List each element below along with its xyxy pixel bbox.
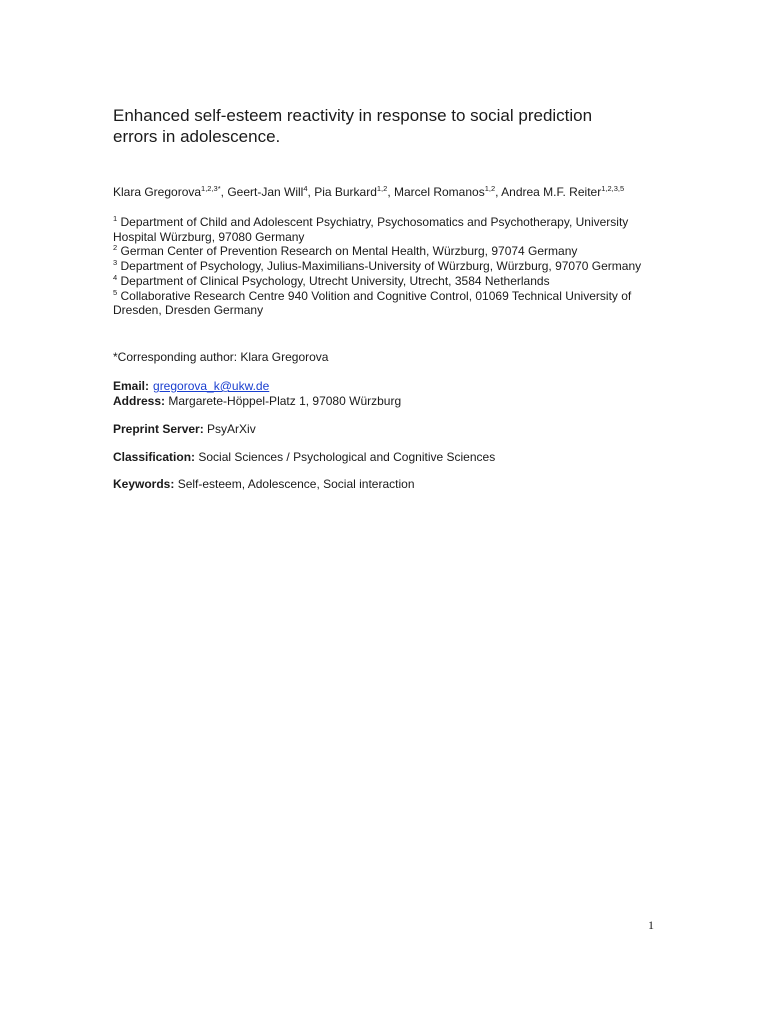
author-separator: , [387, 185, 394, 199]
preprint-value: PsyArXiv [203, 422, 256, 436]
author [314, 185, 394, 199]
affiliation-item [113, 274, 661, 289]
affiliation-item [113, 289, 661, 318]
affiliation-number: 4 [113, 272, 118, 282]
affiliation-item [113, 244, 661, 259]
affiliation-item [113, 215, 661, 244]
author-name: Andrea M.F. Reiter [501, 185, 602, 199]
affiliation-text: Department of Child and Adolescent Psychiatry, Psychosomatics and Psychotherapy, University Hospital Würzburg, 97080 Germany [113, 215, 629, 244]
author-name: Marcel Romanos [394, 185, 485, 199]
keywords-label: Keywords: [113, 477, 175, 491]
email-row [113, 379, 401, 394]
affiliation-number: 1 [113, 214, 118, 223]
classification-value: Social Sciences / Psychological and Cognitive Sciences [195, 450, 496, 464]
author-name: Klara Gregorova [113, 185, 202, 199]
address-label: Address: [113, 394, 166, 408]
preprint-server-row [113, 422, 256, 437]
affiliation-number: 3 [113, 258, 118, 268]
author-affiliation-marks: 1,2 [484, 184, 496, 193]
affiliation-text: Collaborative Research Centre 940 Volition and Cognitive Control, 01069 Technical University of Dresden, Dresden Germany [113, 288, 632, 318]
author [227, 185, 314, 199]
affiliation-text: Department of Clinical Psychology, Utrecht University, Utrecht, 3584 Netherlands [117, 273, 550, 288]
address-row [113, 394, 401, 409]
author-affiliation-marks: 1,2,3* [201, 184, 221, 193]
author-affiliation-marks: 1,2,3,5 [601, 184, 625, 193]
author-separator: , [495, 185, 502, 199]
author [394, 185, 501, 199]
affiliation-item [113, 259, 661, 274]
author-list [113, 184, 673, 200]
author-name: Pia Burkard [314, 185, 377, 199]
corresponding-author: *Corresponding author: Klara Gregorova [113, 350, 329, 364]
keywords-row [113, 477, 415, 492]
paper-title: Enhanced self-esteem reactivity in response to social prediction errors in adolescence. [113, 106, 593, 146]
author-name: Geert-Jan Will [227, 185, 304, 199]
preprint-label: Preprint Server: [113, 422, 204, 436]
author-affiliation-marks: 1,2 [376, 184, 388, 193]
author [501, 185, 624, 199]
contact-block [113, 379, 401, 409]
address-value: Margarete-Höppel-Platz 1, 97080 Würzburg [165, 394, 402, 408]
author-separator: , [307, 185, 315, 199]
author-separator: , [220, 185, 228, 199]
keywords-value: Self-esteem, Adolescence, Social interaction [174, 477, 415, 491]
email-link[interactable]: gregorova_k@ukw.de [153, 379, 270, 393]
document-page [113, 0, 673, 1024]
classification-label: Classification: [113, 450, 196, 464]
affiliation-text: German Center of Prevention Research on Mental Health, Würzburg, 97074 Germany [117, 244, 578, 259]
email-label: Email: [113, 379, 150, 393]
author-affiliation-marks: 4 [303, 184, 308, 193]
affiliation-text: Department of Psychology, Julius-Maximilians-University of Würzburg, Würzburg, 97070 Germany [117, 259, 642, 274]
affiliation-number: 5 [113, 287, 118, 297]
affiliation-number: 2 [113, 243, 118, 253]
author [113, 185, 227, 199]
affiliation-list [113, 215, 661, 318]
classification-row [113, 450, 495, 465]
page-number: 1 [648, 918, 654, 932]
